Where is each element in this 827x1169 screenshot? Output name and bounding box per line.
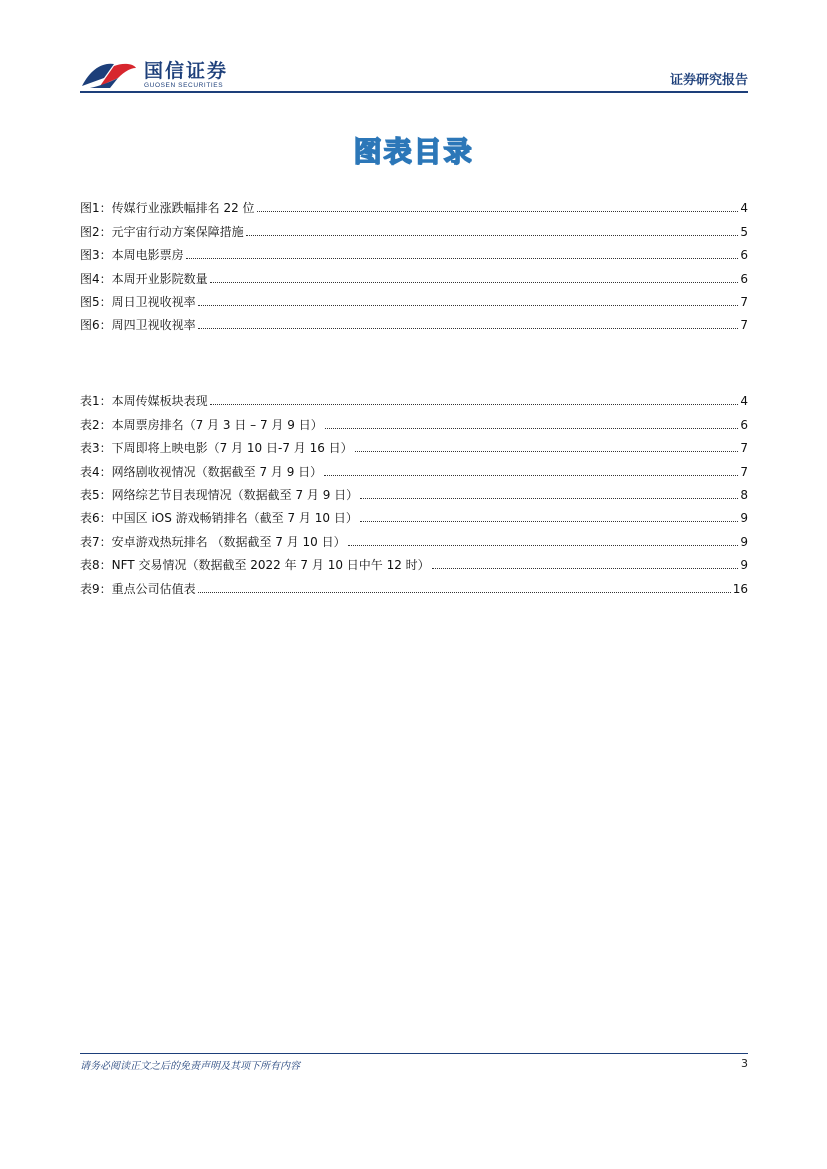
guosen-logo bbox=[80, 54, 230, 96]
table-toc-entry[interactable] bbox=[80, 480, 748, 503]
toc-entry-label: 表5：网络综艺节目表现情况（数据截至 7 月 9 日） bbox=[80, 487, 359, 502]
toc-entry-label: 图4：本周开业影院数量 bbox=[80, 271, 208, 286]
toc-entry-label: 表8：NFT 交易情况（数据截至 2022 年 7 月 10 日中午 12 时） bbox=[80, 558, 430, 573]
figure-toc-entry[interactable] bbox=[80, 263, 748, 286]
page-title: 图表目录 bbox=[353, 135, 474, 168]
dot-leader bbox=[198, 592, 731, 593]
dot-leader bbox=[360, 521, 739, 522]
figure-toc-entry[interactable] bbox=[80, 240, 748, 263]
toc-entry-page: 4 bbox=[740, 394, 748, 409]
toc-entry-page: 7 bbox=[740, 464, 748, 479]
dot-leader bbox=[257, 211, 739, 212]
figure-list bbox=[80, 193, 748, 333]
table-toc-entry[interactable] bbox=[80, 433, 748, 456]
toc-entry-label: 表3：下周即将上映电影（7 月 10 日-7 月 16 日） bbox=[80, 441, 353, 456]
table-toc-entry[interactable] bbox=[80, 526, 748, 549]
toc-entry-page: 9 bbox=[740, 511, 748, 526]
toc-entry-label: 表9：重点公司估值表 bbox=[80, 581, 196, 596]
footer-disclaimer: 请务必阅读正文之后的免责声明及其项下所有内容 bbox=[80, 1061, 300, 1072]
toc-entry-page: 4 bbox=[740, 201, 748, 216]
figure-toc-entry[interactable] bbox=[80, 193, 748, 216]
toc-entry-label: 表2：本周票房排名（7 月 3 日 – 7 月 9 日） bbox=[80, 417, 323, 432]
toc-entry-label: 表6：中国区 iOS 游戏畅销排名（截至 7 月 10 日） bbox=[80, 511, 358, 526]
toc-entry-label: 图3：本周电影票房 bbox=[80, 248, 184, 263]
header-divider bbox=[80, 91, 748, 93]
toc-entry-page: 9 bbox=[740, 534, 748, 549]
table-toc-entry[interactable] bbox=[80, 550, 748, 573]
toc-entry-label: 图5：周日卫视收视率 bbox=[80, 294, 196, 309]
brand-name-en: GUOSEN SECURITIES bbox=[144, 82, 224, 89]
report-type-label: 证券研究报告 bbox=[669, 73, 748, 88]
dot-leader bbox=[360, 498, 738, 499]
toc-entry-page: 7 bbox=[740, 294, 748, 309]
figure-toc-entry[interactable] bbox=[80, 216, 748, 239]
dot-leader bbox=[186, 258, 739, 259]
dot-leader bbox=[432, 568, 739, 569]
dot-leader bbox=[198, 305, 739, 306]
page-number: 3 bbox=[741, 1057, 748, 1070]
toc-entry-page: 9 bbox=[740, 558, 748, 573]
dot-leader bbox=[210, 404, 739, 405]
table-toc-entry[interactable] bbox=[80, 456, 748, 479]
dot-leader bbox=[246, 235, 739, 236]
dot-leader bbox=[324, 475, 738, 476]
table-toc-entry[interactable] bbox=[80, 573, 748, 596]
page-header bbox=[0, 0, 827, 100]
dot-leader bbox=[210, 282, 739, 283]
dot-leader bbox=[355, 451, 739, 452]
toc-entry-page: 16 bbox=[732, 581, 748, 596]
toc-entry-page: 7 bbox=[740, 318, 748, 333]
toc-entry-label: 表4：网络剧收视情况（数据截至 7 月 9 日） bbox=[80, 464, 323, 479]
figure-toc-entry[interactable] bbox=[80, 287, 748, 310]
toc-entry-page: 8 bbox=[740, 487, 748, 502]
toc-entry-page: 6 bbox=[740, 271, 748, 286]
dot-leader bbox=[348, 545, 739, 546]
table-list bbox=[80, 386, 748, 597]
table-toc-entry[interactable] bbox=[80, 386, 748, 409]
dot-leader bbox=[325, 428, 739, 429]
toc-entry-label: 表1：本周传媒板块表现 bbox=[80, 394, 208, 409]
toc-entry-page: 6 bbox=[740, 417, 748, 432]
toc-entry-page: 6 bbox=[740, 248, 748, 263]
toc-entry-label: 图6：周四卫视收视率 bbox=[80, 318, 196, 333]
guosen-logo-mark-icon bbox=[80, 56, 138, 92]
toc-entry-page: 5 bbox=[740, 224, 748, 239]
toc-entry-label: 表7：安卓游戏热玩排名 （数据截至 7 月 10 日） bbox=[80, 534, 346, 549]
footer-divider bbox=[80, 1053, 748, 1054]
table-toc-entry[interactable] bbox=[80, 409, 748, 432]
table-toc-entry[interactable] bbox=[80, 503, 748, 526]
toc-entry-page: 7 bbox=[740, 441, 748, 456]
dot-leader bbox=[198, 328, 739, 329]
toc-entry-label: 图2：元宇宙行动方案保障措施 bbox=[80, 224, 244, 239]
brand-name-cn: 国信证券 bbox=[144, 60, 229, 82]
figure-toc-entry[interactable] bbox=[80, 310, 748, 333]
toc-entry-label: 图1：传媒行业涨跌幅排名 22 位 bbox=[80, 201, 255, 216]
